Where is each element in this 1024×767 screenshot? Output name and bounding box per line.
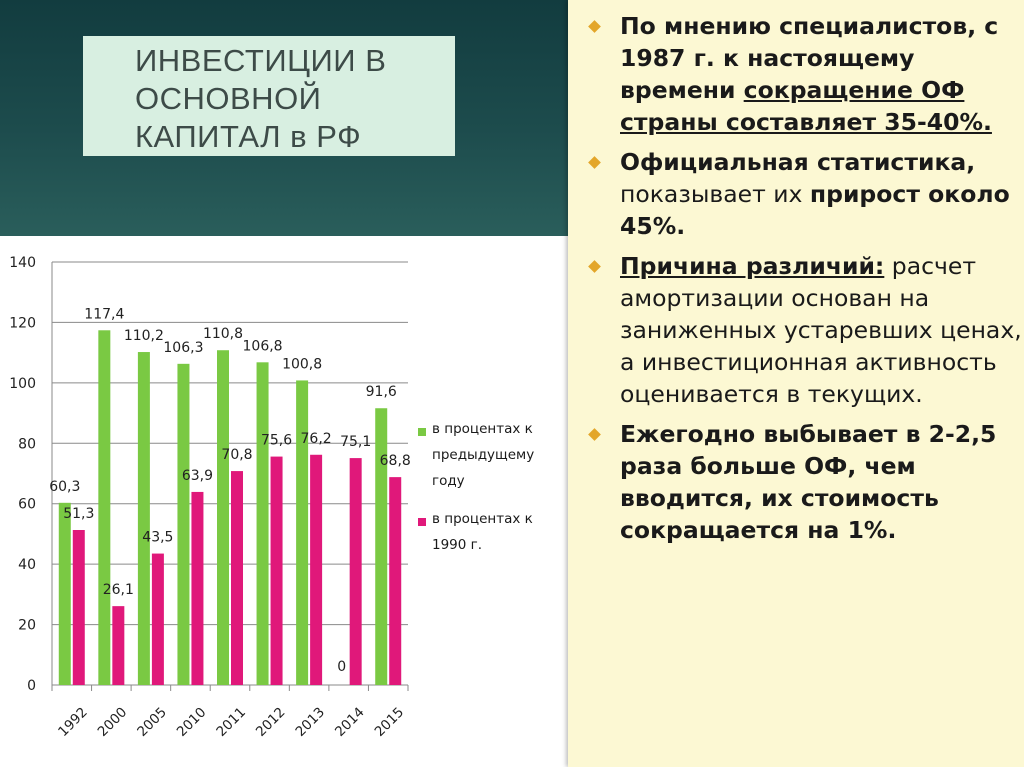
bar-1990 <box>231 471 243 685</box>
bar-previous-year <box>296 380 308 685</box>
diamond-bullet-icon <box>588 20 601 33</box>
bar-1990 <box>191 492 203 685</box>
y-tick-label: 120 <box>9 315 36 332</box>
data-label-previous-year: 117,4 <box>84 306 125 323</box>
y-tick-label: 40 <box>18 557 36 574</box>
bullet-text-emphasis: сокращение ОФ страны составляет 35-40%. <box>620 76 992 136</box>
x-tick-label: 2012 <box>252 704 289 740</box>
data-label-1990: 51,3 <box>63 506 95 523</box>
data-label-1990: 26,1 <box>102 582 134 599</box>
x-tick-label: 2010 <box>173 704 210 740</box>
bullet-text-emphasis: Причина различий: <box>620 252 885 280</box>
bullet-list <box>568 0 1024 546</box>
diamond-bullet-icon <box>588 156 601 169</box>
bar-previous-year <box>59 503 71 685</box>
data-label-1990: 43,5 <box>142 529 174 546</box>
data-label-1990: 75,1 <box>340 434 372 451</box>
x-tick-label: 2013 <box>292 704 329 740</box>
y-tick-label: 100 <box>9 375 36 392</box>
diamond-bullet-icon <box>588 260 601 273</box>
data-label-1990: 70,8 <box>221 447 253 464</box>
bar-1990 <box>112 606 124 685</box>
bar-previous-year <box>98 330 110 685</box>
bullet-item <box>568 250 1024 410</box>
bar-previous-year <box>177 364 189 685</box>
data-label-previous-year: 106,8 <box>242 338 283 355</box>
data-label-1990: 63,9 <box>181 467 214 484</box>
y-tick-label: 0 <box>27 678 36 694</box>
x-tick-label: 1992 <box>55 704 91 740</box>
title-box <box>83 36 455 156</box>
x-tick-label: 2015 <box>371 704 408 740</box>
x-tick-label: 2005 <box>134 704 170 740</box>
diamond-bullet-icon <box>588 428 601 441</box>
legend-swatch-green <box>418 428 426 436</box>
y-tick-label: 20 <box>18 617 36 634</box>
x-tick-label: 2000 <box>94 704 131 740</box>
data-label-1990: 68,8 <box>379 453 411 470</box>
legend-label-previous-year: в процентах к предыдущему году <box>432 421 535 489</box>
x-tick-label: 2011 <box>213 704 249 740</box>
data-label-1990: 75,6 <box>260 432 293 449</box>
y-tick-label: 80 <box>18 436 36 453</box>
bullet-text-emphasis: Ежегодно выбывает в 2-2,5 раза больше ОФ, чем вводится, их стоимость сокращается на 1%. <box>620 420 997 544</box>
legend-label-1990: в процентах к 1990 г. <box>432 511 533 553</box>
legend-swatch-pink <box>418 518 426 526</box>
bullet-text-emphasis: Официальная статистика, <box>620 148 976 176</box>
investment-bar-chart <box>0 240 568 767</box>
bar-previous-year <box>138 352 150 685</box>
bar-1990 <box>271 457 283 685</box>
y-tick-label: 60 <box>18 496 36 513</box>
bar-1990 <box>350 458 362 685</box>
data-label-previous-year: 60,3 <box>49 478 81 495</box>
bar-1990 <box>73 530 85 685</box>
data-label-previous-year: 106,3 <box>163 339 204 356</box>
bar-1990 <box>389 477 401 685</box>
bar-previous-year <box>375 408 387 685</box>
slide-title: ИНВЕСТИЦИИ В ОСНОВНОЙ КАПИТАЛ в РФ <box>135 43 387 154</box>
bullet-item <box>568 146 1024 242</box>
data-label-previous-year: 110,8 <box>202 326 244 343</box>
bullet-text: расчет амортизации основан на заниженных устаревших ценах, а инвестиционная активность оценивается в текущих. <box>620 252 1022 408</box>
data-label-1990: 76,2 <box>300 430 332 447</box>
text-panel <box>568 0 1024 767</box>
data-label-previous-year: 110,2 <box>123 328 164 345</box>
data-label-previous-year: 91,6 <box>365 384 397 401</box>
bar-1990 <box>310 455 322 685</box>
bar-1990 <box>152 554 164 685</box>
y-tick-label: 140 <box>9 255 36 271</box>
bullet-text: показывает их <box>620 180 810 208</box>
bullet-text-emphasis: прирост около 45%. <box>620 180 1010 240</box>
data-label-previous-year: 100,8 <box>282 356 323 373</box>
bullet-text: По мнению специалистов, с 1987 г. к настоящему времени <box>620 12 999 104</box>
bullet-item <box>568 418 1024 546</box>
bar-previous-year <box>217 350 229 685</box>
bullet-item <box>568 10 1024 138</box>
data-label-previous-year: 0 <box>337 659 347 675</box>
x-tick-label: 2014 <box>332 704 368 740</box>
bar-previous-year <box>257 362 269 685</box>
